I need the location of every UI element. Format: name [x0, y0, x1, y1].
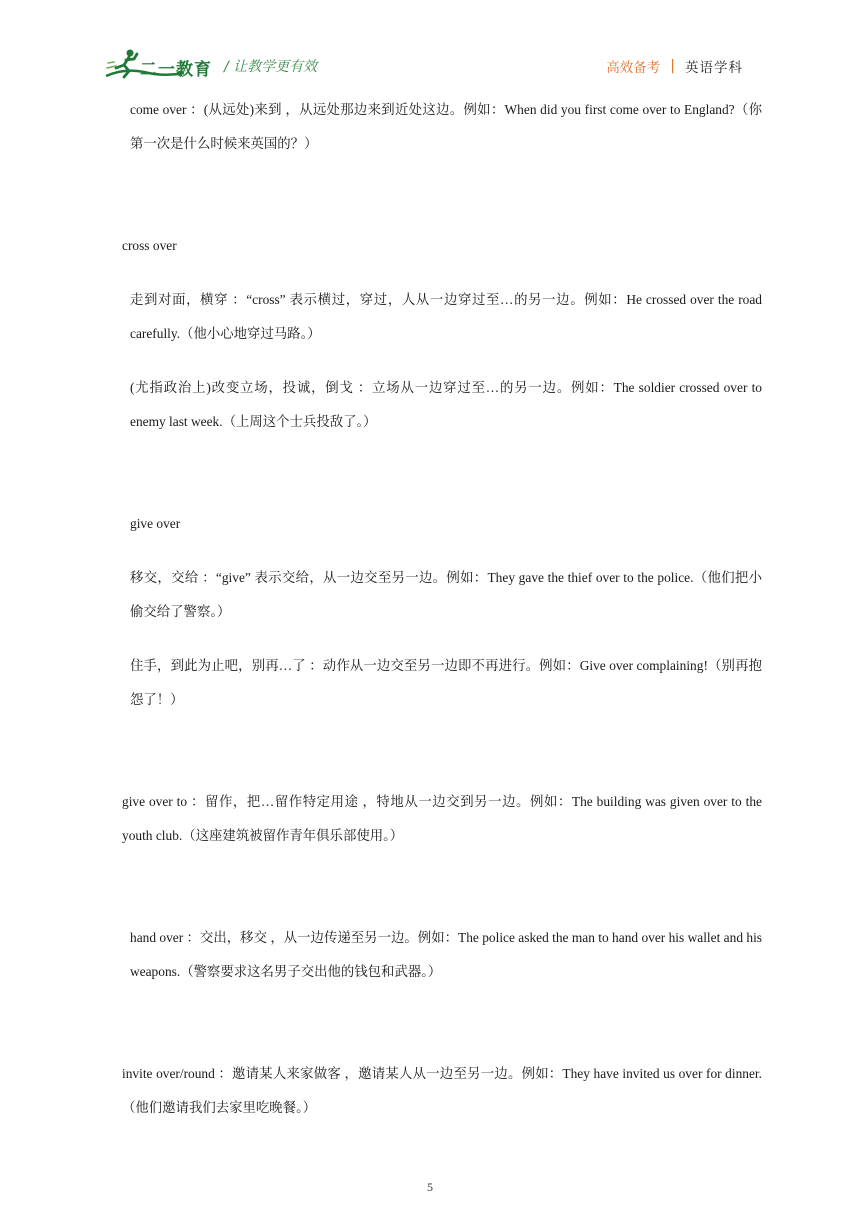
logo-text: 二一教育 [140, 60, 212, 80]
heading-give-over: give over [130, 516, 181, 531]
tag-exam-prep: 高效备考 [606, 60, 661, 76]
paragraph-come-over: come over ：(从远处)来到 ，从远处那边来到近处这边。例如：When did you first come over to England?（你第一次是什么时候来英国的？） [130, 102, 762, 151]
document-body [122, 93, 762, 1125]
heading-cross-over: cross over [122, 238, 177, 253]
paragraph-invite-over: invite over/round ：邀请某人来家做客 ，邀请某人从一边至另一边。例如：They have invited us over for dinner.（他们邀请我们去家里吃晚餐。） [122, 1066, 762, 1115]
tag-separator: | [670, 58, 675, 74]
paragraph-cross-over-meaning-1: 走到对面，横穿 ：“cross” 表示横过，穿过，人从一边穿过至…的另一边。例如：He crossed over the road carefully.（他小心地穿过马路。） [130, 292, 762, 341]
paragraph-hand-over: hand over ：交出，移交 ，从一边传递至另一边。例如：The police asked the man to hand over his wallet and his weapons.（警察要求这名男子交出他的钱包和武器。） [130, 930, 762, 979]
paragraph-cross-over-meaning-2: (尤指政治上)改变立场，投诚，倒戈 ：立场从一边穿过至…的另一边。例如：The soldier crossed over to enemy last week.（上周这个士兵投敌了。） [130, 380, 762, 429]
paragraph-give-over-meaning-1: 移交，交给 ：“give” 表示交给，从一边交至另一边。例如：They gave the thief over to the police.（他们把小偷交给了警察。） [130, 570, 762, 619]
slogan: / 让教学更有效 [224, 59, 318, 75]
paragraph-give-over-to: give over to ：留作，把…留作特定用途 ，特地从一边交到另一边。例如：The building was given over to the youth club.（这座建筑被留作青年俱乐部使用。） [122, 794, 762, 843]
page-header [0, 0, 860, 90]
tag-subject: 英语学科 [685, 60, 743, 76]
header-tags [606, 56, 743, 76]
paragraph-give-over-meaning-2: 住手，到此为止吧，别再…了 ：动作从一边交至另一边即不再进行。例如：Give over complaining!（别再抱怨了！） [130, 658, 762, 707]
page-number: 5 [427, 1180, 433, 1194]
